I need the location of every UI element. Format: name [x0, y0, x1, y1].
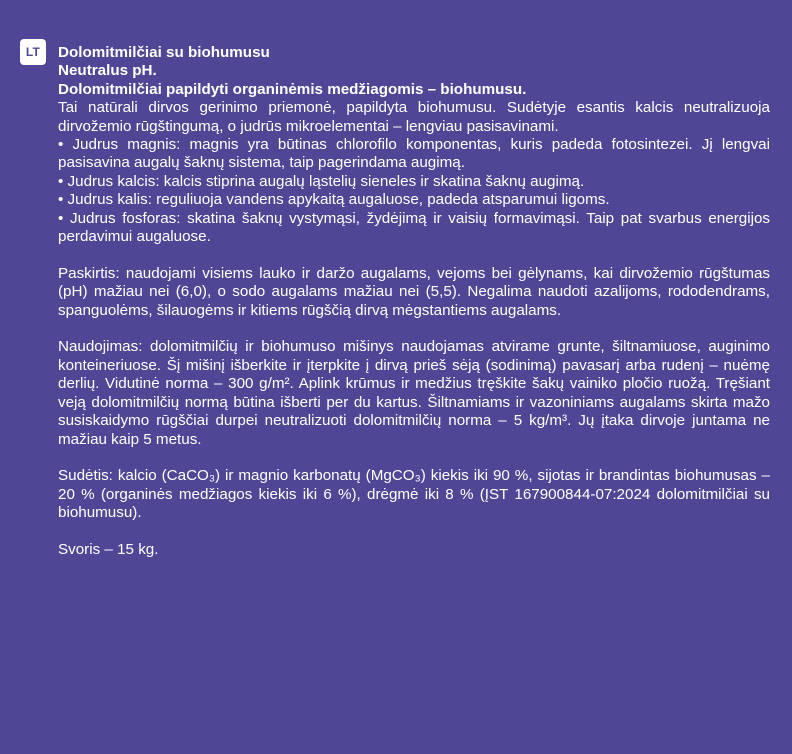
intro-paragraph: Tai natūrali dirvos gerinimo priemonė, papildyta biohumusu. Sudėtyje esantis kalcis neutralizuoja dirvožemio rūgštingumą, o judrūs mikroelementai – lengviau pasisavinami. — [58, 99, 770, 135]
spacer — [58, 246, 770, 264]
bullet-potassium: • Judrus kalis: reguliuoja vandens apykaitą augaluose, padeda atsparumui ligoms. — [58, 191, 610, 209]
language-badge: LT — [20, 39, 46, 65]
composition-paragraph: Sudėtis: kalcio (CaCO₃) ir magnio karbonatų (MgCO₃) kiekis iki 90 %, sijotas ir brandintas biohumusas – 20 % (organinės medžiagos kiekis iki 6 %), drėgmė iki 8 % (ĮST 167900844-07:2024 dolomitmilčiai su biohumusu). — [58, 467, 770, 522]
product-title: Dolomitmilčiai su biohumusu — [58, 44, 270, 61]
bullet-calcium: • Judrus kalcis: kalcis stiprina augalų ląstelių sieneles ir skatina šaknų augimą. — [58, 172, 585, 190]
purpose-paragraph: Paskirtis: naudojami visiems lauko ir daržo augalams, vejoms bei gėlynams, kai dirvožemio rūgštumas (pH) mažiau nei (6,0), o sodo augalams mažiau nei (5,5). Negalima naudoti azalijoms, rododendrams, spanguolėms, šilauogėms ir kitiems rūgščią dirvą mėgstantiems augalams. — [58, 264, 770, 319]
bullet-phosphorus: • Judrus fosforas: skatina šaknų vystymąsi, žydėjimą ir vaisių formavimąsi. Taip pat svarbus energijos perdavimui augaluose. — [58, 209, 770, 246]
spacer — [58, 449, 770, 467]
product-tagline: Dolomitmilčiai papildyti organinėmis medžiagomis – biohumusu. — [58, 80, 527, 98]
product-subtitle: Neutralus pH. — [58, 62, 157, 80]
usage-paragraph: Naudojimas: dolomitmilčių ir biohumuso mišinys naudojamas atvirame grunte, šiltnamiuose, auginimo konteineriuose. Šį mišinį išberkite ir įterpkite į dirvą prieš sėją (sodinimą) pavasarį arba rudenį – nuėmę derlių. Vidutinė norma – 300 g/m². Aplink krūmus ir medžius tręškite šakų vainiko pločio ruožą. Tręšiant veją dolomitmilčių normą būtina išberti per du kartus. Šiltnamiams ir vazoniniams augalams skirta mažo susiskaidymo rūgščiai durpei neutralizuoti dolomitmilčių norma – 5 kg/m³. Jų įtaka dirvoje juntama ne mažiau kaip 5 metus. — [58, 338, 770, 448]
bullet-magnesium: • Judrus magnis: magnis yra būtinas chlorofilo komponentas, kuris padeda fotosintezei. Jį lengvai pasisavina augalų šaknų sistema, taip pagerindama augimą. — [58, 136, 770, 172]
spacer — [58, 320, 770, 338]
spacer — [58, 523, 770, 541]
label-text — [58, 44, 770, 559]
weight-line: Svoris – 15 kg. — [58, 540, 159, 558]
